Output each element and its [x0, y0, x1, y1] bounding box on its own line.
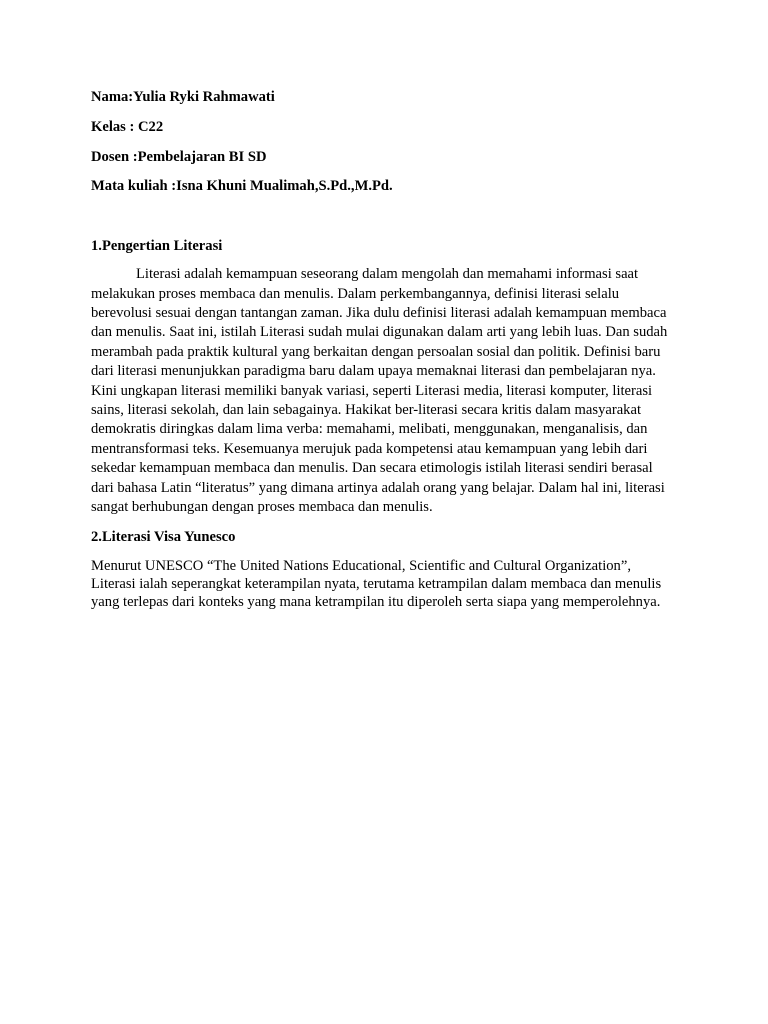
- section-body-pengertian-literasi: Literasi adalah kemampuan seseorang dalam mengolah dan memahami informasi saat melakukan proses membaca dan menulis. Dalam perkembangannya, definisi literasi selalu berevolusi sesuai dengan tantangan zaman. Jika dulu definisi literasi adalah kemampuan membaca dan menulis. Saat ini, istilah Literasi sudah mulai digunakan dalam arti yang lebih luas. Dan sudah merambah pada praktik kultural yang berkaitan dengan persoalan sosial dan politik. Definisi baru dari literasi menunjukkan paradigma baru dalam upaya memaknai literasi dan pembelajaran nya. Kini ungkapan literasi memiliki banyak variasi, seperti Literasi media, literasi komputer, literasi sains, literasi sekolah, dan lain sebagainya. Hakikat ber-literasi secara kritis dalam masyarakat demokratis diringkas dalam lima verba: memahami, melibati, menggunakan, menganalisis, dan mentransformasi teks. Kesemuanya merujuk pada kompetensi atau kemampuan yang lebih dari sekedar kemampuan membaca dan menulis. Dan secara etimologis istilah literasi sendiri berasal dari bahasa Latin “literatus” yang dimana artinya adalah orang yang belajar. Dalam hal ini, literasi sangat berhubungan dengan proses membaca dan menulis.: [91, 266, 668, 516]
- lecturer-label: Dosen :Pembelajaran BI SD: [91, 148, 267, 165]
- course-label: Mata kuliah :Isna Khuni Mualimah,S.Pd.,M.Pd.: [91, 178, 393, 195]
- class-label: Kelas : C22: [91, 118, 164, 135]
- section-body-literasi-unesco: Menurut UNESCO “The United Nations Educational, Scientific and Cultural Organization”, Literasi ialah seperangkat keterampilan nyata, terutama ketrampilan dalam membaca dan menulis yang terlepas dari konteks yang mana ketrampilan itu diperoleh serta siapa yang memperolehnya.: [91, 557, 662, 610]
- student-name: Nama:Yulia Ryki Rahmawati: [91, 89, 275, 105]
- student-info-block: [91, 88, 675, 197]
- section-heading-pengertian-literasi: 1.Pengertian Literasi: [91, 237, 223, 254]
- section-heading-literasi-unesco: 2.Literasi Visa Yunesco: [91, 529, 236, 546]
- document-content: [91, 88, 675, 622]
